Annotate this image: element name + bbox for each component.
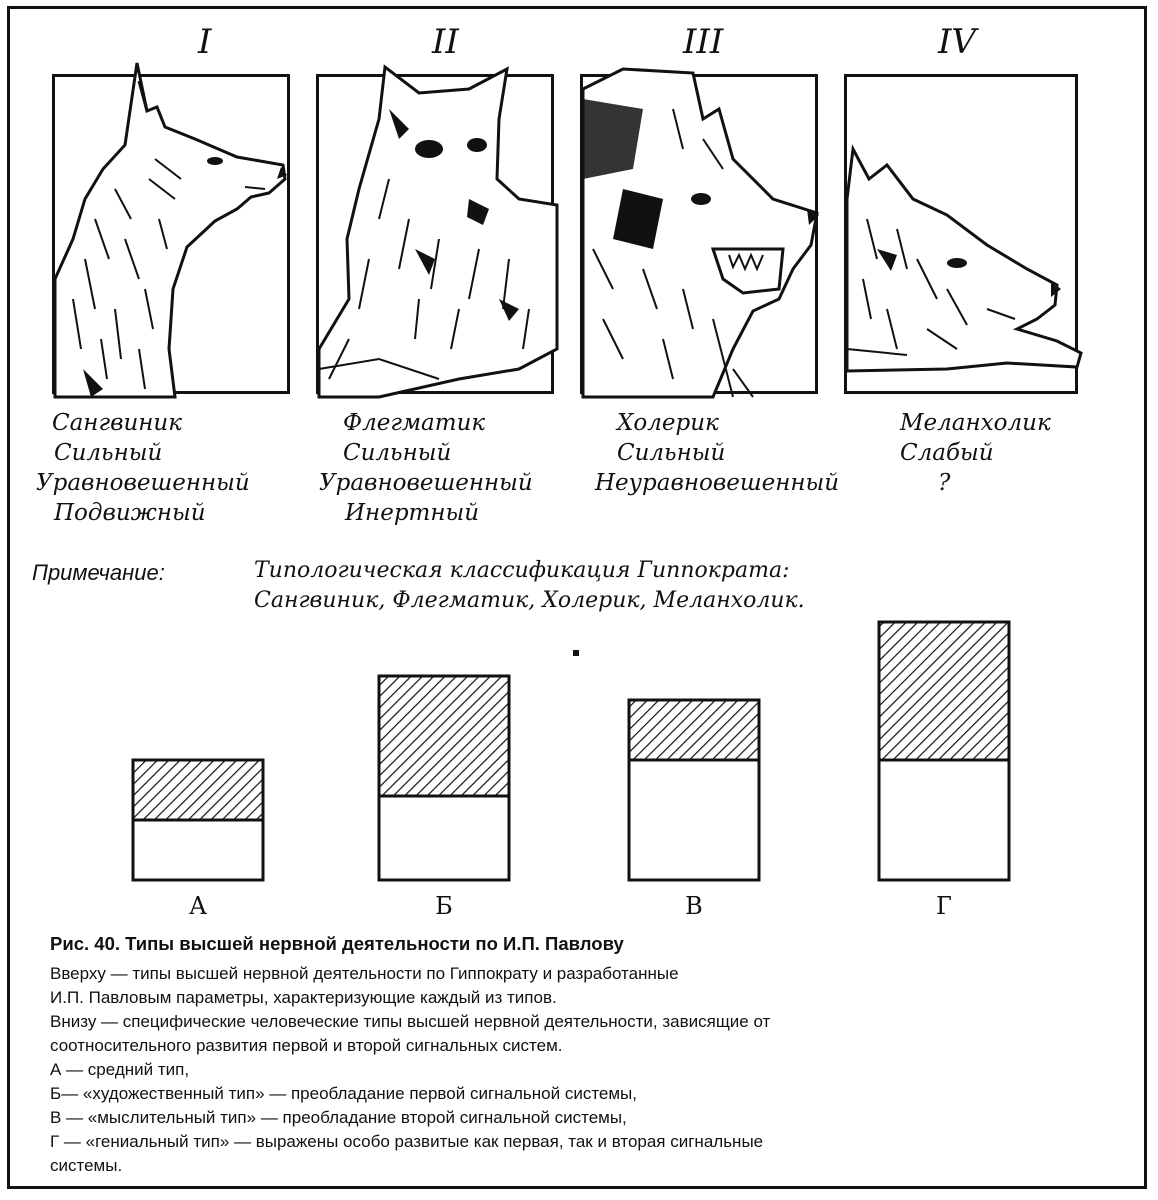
bar-plain-1 xyxy=(133,820,263,880)
panel-sanguine xyxy=(52,74,290,394)
type-name: Меланхолик xyxy=(900,410,1051,436)
note-line-1: Типологическая классификация Гиппократа: xyxy=(254,558,790,583)
type-strength: Сильный xyxy=(54,440,163,466)
bar-hatched-1 xyxy=(133,760,263,820)
dog-phlegmatic-illustration xyxy=(319,49,557,397)
type-labels-phlegmatic xyxy=(319,408,533,528)
caption-line: В — «мыслительный тип» — преобладание второй сигнальной системы, xyxy=(50,1108,627,1127)
type-labels-choleric xyxy=(595,408,840,498)
type-strength: Слабый xyxy=(900,440,994,466)
category-label-2: Б xyxy=(435,892,453,920)
bar-plain-2 xyxy=(379,796,509,880)
note-line-2: Сангвиник, Флегматик, Холерик, Меланхолик. xyxy=(254,588,805,613)
type-labels-sanguine xyxy=(36,408,250,528)
bar-hatched-2 xyxy=(379,676,509,796)
type-balance: Неуравновешенный xyxy=(595,470,840,496)
caption-line: А — средний тип, xyxy=(50,1060,190,1079)
type-labels-melancholic xyxy=(900,408,1051,498)
signal-systems-chart xyxy=(0,600,1158,930)
category-label-4: Г xyxy=(936,892,952,920)
type-mobility: Подвижный xyxy=(54,500,206,526)
bar-hatched-4 xyxy=(879,622,1009,760)
numeral-i: I xyxy=(198,22,212,62)
type-strength: Сильный xyxy=(617,440,726,466)
dog-choleric-illustration xyxy=(583,49,821,397)
type-balance: Уравновешенный xyxy=(319,470,533,496)
caption-line: И.П. Павловым параметры, характеризующие каждый из типов. xyxy=(50,988,557,1007)
category-label-1: А xyxy=(188,892,208,920)
numeral-ii: II xyxy=(432,22,459,62)
type-unknown: ? xyxy=(938,470,951,496)
caption-line: Вверху — типы высшей нервной деятельности по Гиппократу и разработанные xyxy=(50,964,679,983)
type-balance: Уравновешенный xyxy=(36,470,250,496)
caption-line: Б— «художественный тип» — преобладание первой сигнальной системы, xyxy=(50,1084,637,1103)
bar-plain-3 xyxy=(629,760,759,880)
numeral-iv: IV xyxy=(938,22,976,62)
bar-plain-4 xyxy=(879,760,1009,880)
panel-phlegmatic xyxy=(316,74,554,394)
caption-title: Рис. 40. Типы высшей нервной деятельности по И.П. Павлову xyxy=(50,933,624,954)
dog-melancholic-illustration xyxy=(847,49,1081,397)
numeral-iii: III xyxy=(683,22,724,62)
panel-melancholic xyxy=(844,74,1078,394)
type-strength: Сильный xyxy=(343,440,452,466)
caption-line: соотносительного развития первой и второй сигнальных систем. xyxy=(50,1036,563,1055)
type-name: Флегматик xyxy=(343,410,486,436)
type-name: Сангвиник xyxy=(52,410,182,436)
panel-choleric xyxy=(580,74,818,394)
category-label-3: В xyxy=(685,892,703,920)
caption-line: Г — «гениальный тип» — выражены особо развитые как первая, так и вторая сигнальные xyxy=(50,1132,764,1151)
type-name: Холерик xyxy=(617,410,719,436)
caption-line: Внизу — специфические человеческие типы высшей нервной деятельности, зависящие от xyxy=(50,1012,771,1031)
bar-hatched-3 xyxy=(629,700,759,760)
caption-line: системы. xyxy=(50,1156,123,1175)
caption-body xyxy=(50,962,1120,1178)
note-label: Примечание: xyxy=(32,560,165,585)
dog-sanguine-illustration xyxy=(55,49,293,397)
type-mobility: Инертный xyxy=(345,500,480,526)
